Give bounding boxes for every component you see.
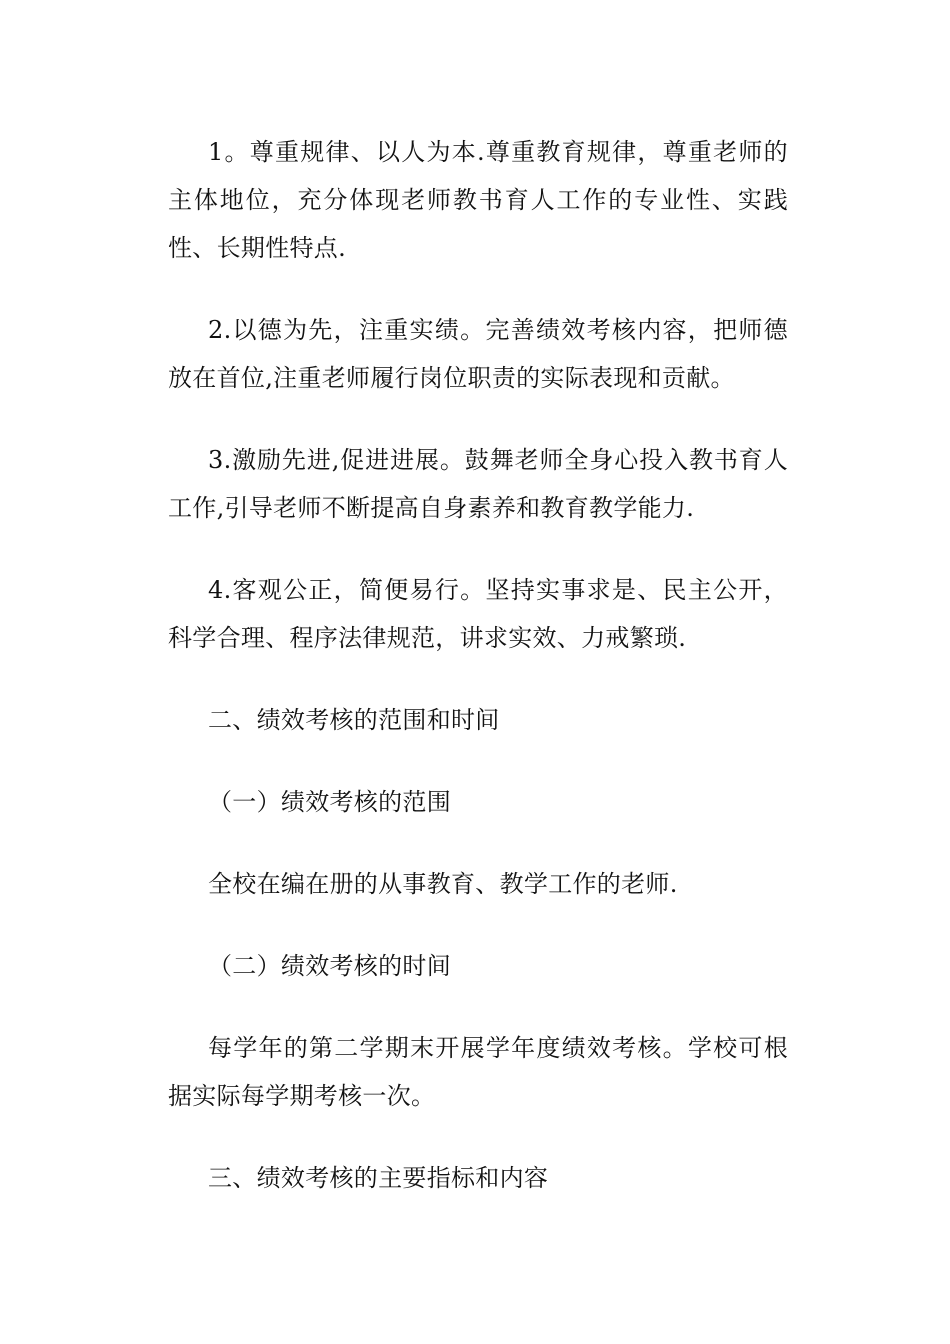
document-body (168, 128, 788, 1202)
paragraph-principle-3: 3.激励先进,促进进展。鼓舞老师全身心投入教书育人工作,引导老师不断提高自身素养和教育教学能力. (168, 446, 788, 522)
section-heading-indicators: 三、绩效考核的主要指标和内容 (208, 1164, 549, 1192)
paragraph-principle-1: 1。尊重规律、以人为本.尊重教育规律，尊重老师的主体地位，充分体现老师教书育人工作的专业性、实践性、长期性特点. (168, 138, 788, 262)
subheading-time: （二）绩效考核的时间 (208, 952, 451, 980)
paragraph-time: 每学年的第二学期末开展学年度绩效考核。学校可根据实际每学期考核一次。 (168, 1034, 788, 1110)
subheading-scope: （一）绩效考核的范围 (208, 788, 451, 816)
section-heading-scope-and-time: 二、绩效考核的范围和时间 (208, 706, 500, 734)
paragraph-scope: 全校在编在册的从事教育、教学工作的老师. (208, 870, 678, 898)
paragraph-principle-4: 4.客观公正，简便易行。坚持实事求是、民主公开，科学合理、程序法律规范，讲求实效、力戒繁琐. (168, 576, 788, 652)
paragraph-principle-2: 2.以德为先，注重实绩。完善绩效考核内容，把师德放在首位,注重老师履行岗位职责的实际表现和贡献。 (168, 316, 788, 392)
